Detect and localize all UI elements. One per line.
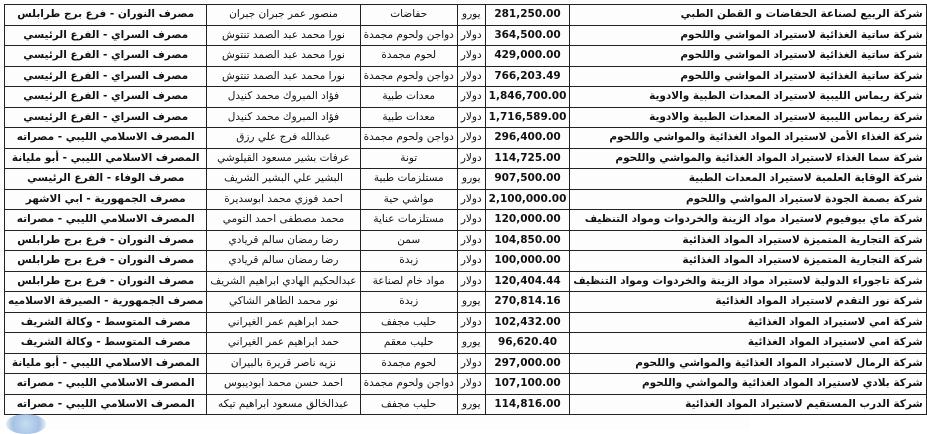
goods-cell: معدات طبية [360, 107, 457, 128]
amount-cell: 107,100.00 [485, 374, 570, 395]
amount-cell: 1,846,700.00 [485, 87, 570, 108]
amount-cell: 100,000.00 [485, 251, 570, 272]
owner-cell: احمد فوزي محمد ابوسديرة [207, 189, 360, 210]
company-cell: شركة بلادي لاستيراد المواد الغذائية والمواشي واللحوم [570, 374, 926, 395]
company-cell: شركة التجارية المتميزة لاستيراد المواد الغذائية [570, 230, 926, 251]
table-row [5, 374, 927, 395]
bank-cell: مصرف المتوسط - وكالة الشريف [5, 333, 207, 354]
company-cell: شركة ساتية الغذائية لاستيراد المواشي واللحوم [570, 66, 926, 87]
goods-cell: دواجن ولحوم مجمدة [360, 128, 457, 149]
bank-cell: المصرف الاسلامي الليبي - مصراته [5, 374, 207, 395]
currency-cell: دولار [457, 107, 485, 128]
table-row [5, 333, 927, 354]
currency-cell: يورو [457, 169, 485, 190]
bank-cell: مصرف السراي - الفرع الرئيسي [5, 25, 207, 46]
owner-cell: نورا محمد عبد الصمد تنتوش [207, 46, 360, 67]
goods-cell: دواجن ولحوم مجمدة [360, 66, 457, 87]
bank-cell: مصرف الجمهورية - ابي الاشهر [5, 189, 207, 210]
goods-cell: دواجن ولحوم مجمدة [360, 25, 457, 46]
company-cell: شركة ماي بيوفيوم لاستيراد مواد الزينة والخردوات ومواد التنظيف [570, 210, 926, 231]
currency-cell: يورو [457, 5, 485, 26]
amount-cell: 296,400.00 [485, 128, 570, 149]
goods-cell: مواد خام لصناعة [360, 271, 457, 292]
amount-cell: 281,250.00 [485, 5, 570, 26]
company-cell: شركة نور التقدم لاستيراد المواد الغذائية [570, 292, 926, 313]
goods-cell: مستلزمات عناية [360, 210, 457, 231]
company-cell: شركة الوقاية العلمية لاستيراد المعدات الطبية [570, 169, 926, 190]
owner-cell: حمد ابراهيم عمر الغيراني [207, 312, 360, 333]
company-cell: شركة تاجوراء الدولية لاستيراد مواد الزينة والخردوات ومواد التنظيف [570, 271, 926, 292]
table-row [5, 394, 927, 415]
bank-cell: المصرف الاسلامي الليبي - أبو مليانة [5, 148, 207, 169]
currency-cell: دولار [457, 66, 485, 87]
goods-cell: حليب معقم [360, 333, 457, 354]
bank-cell: مصرف الجمهورية - الصيرفة الاسلاميه [5, 292, 207, 313]
company-cell: شركة امي لاستيراد المواد الغذائية [570, 333, 926, 354]
owner-cell: حمد ابراهيم عمر الغيراني [207, 333, 360, 354]
currency-cell: دولار [457, 230, 485, 251]
goods-cell: معدات طبية [360, 87, 457, 108]
company-cell: شركة سما الغذاء لاستيراد المواد الغذائية والمواشي واللحوم [570, 148, 926, 169]
owner-cell: عبدالحكيم الهادي ابراهيم الشريف [207, 271, 360, 292]
amount-cell: 429,000.00 [485, 46, 570, 67]
currency-cell: يورو [457, 333, 485, 354]
table-row [5, 271, 927, 292]
table-body [5, 5, 927, 415]
bank-cell: مصرف السراي - الفرع الرئيسي [5, 46, 207, 67]
goods-cell: لحوم مجمدة [360, 46, 457, 67]
bank-cell: المصرف الاسلامي الليبي - مصراته [5, 128, 207, 149]
table-row [5, 46, 927, 67]
goods-cell: دواجن ولحوم مجمدة [360, 374, 457, 395]
goods-cell: مستلزمات طبية [360, 169, 457, 190]
currency-cell: يورو [457, 292, 485, 313]
company-cell: شركة ريماس الليبية لاستيراد المعدات الطبية والادوية [570, 87, 926, 108]
owner-cell: رضا رمضان سالم قريادي [207, 230, 360, 251]
owner-cell: فؤاد المبروك محمد كنيدل [207, 87, 360, 108]
goods-cell: تونة [360, 148, 457, 169]
company-cell: شركة امي لاستيراد المواد الغذائية [570, 312, 926, 333]
table-row [5, 251, 927, 272]
owner-cell: نزيه ناصر قريرة بالبيران [207, 353, 360, 374]
company-cell: شركة الدرب المستقيم لاستيراد المواد الغذائية [570, 394, 926, 415]
company-cell: شركة التجارية المتميزة لاستيراد المواد الغذائية [570, 251, 926, 272]
owner-cell: عبدالخالق مسعود ابراهيم تيكه [207, 394, 360, 415]
currency-cell: دولار [457, 25, 485, 46]
currency-cell: دولار [457, 87, 485, 108]
company-cell: شركة الرمال لاستيراد المواد الغذائية والمواشي واللحوم [570, 353, 926, 374]
table-row [5, 66, 927, 87]
goods-cell: حليب مجفف [360, 312, 457, 333]
owner-cell: نور محمد الطاهر الشاكي [207, 292, 360, 313]
company-cell: شركة ريماس الليبية لاستيراد المعدات الطبية والادوية [570, 107, 926, 128]
stamp-seal [6, 414, 46, 434]
owner-cell: منصور عمر جبران جبران [207, 5, 360, 26]
currency-cell: دولار [457, 353, 485, 374]
owner-cell: عرفات بشير مسعود القيلوشي [207, 148, 360, 169]
table-row [5, 128, 927, 149]
owner-cell: احمد حسن محمد ابوديبوس [207, 374, 360, 395]
company-cell: شركة ساتية الغذائية لاستيراد المواشي واللحوم [570, 46, 926, 67]
table-row [5, 5, 927, 26]
amount-cell: 297,000.00 [485, 353, 570, 374]
company-cell: شركة بصمة الجودة لاستيراد المواشي واللحوم [570, 189, 926, 210]
currency-cell: دولار [457, 251, 485, 272]
goods-cell: زبدة [360, 292, 457, 313]
currency-cell: دولار [457, 128, 485, 149]
owner-cell: نورا محمد عبد الصمد تنتوش [207, 66, 360, 87]
bank-cell: مصرف السراي - الفرع الرئيسي [5, 107, 207, 128]
companies-table [4, 4, 927, 415]
bank-cell: المصرف الاسلامي الليبي - مصراته [5, 394, 207, 415]
goods-cell: حليب مجفف [360, 394, 457, 415]
bank-cell: المصرف الاسلامي الليبي - أبو مليانة [5, 353, 207, 374]
amount-cell: 102,432.00 [485, 312, 570, 333]
currency-cell: دولار [457, 210, 485, 231]
bank-cell: مصرف النوران - فرع برج طرابلس [5, 230, 207, 251]
table-row [5, 353, 927, 374]
goods-cell: لحوم مجمدة [360, 353, 457, 374]
owner-cell: نورا محمد عبد الصمد تنتوش [207, 25, 360, 46]
currency-cell: يورو [457, 394, 485, 415]
table-row [5, 148, 927, 169]
amount-cell: 96,620.40 [485, 333, 570, 354]
owner-cell: فؤاد المبروك محمد كنيدل [207, 107, 360, 128]
table-row [5, 107, 927, 128]
owner-cell: رضا رمضان سالم قريادي [207, 251, 360, 272]
owner-cell: البشير علي البشير الشريف [207, 169, 360, 190]
amount-cell: 114,725.00 [485, 148, 570, 169]
table-row [5, 210, 927, 231]
goods-cell: زبدة [360, 251, 457, 272]
bank-cell: مصرف النوران - فرع برج طرابلس [5, 5, 207, 26]
currency-cell: دولار [457, 312, 485, 333]
table-row [5, 25, 927, 46]
amount-cell: 907,500.00 [485, 169, 570, 190]
bank-cell: مصرف المتوسط - وكالة الشريف [5, 312, 207, 333]
owner-cell: عبدالله فرج علي رزق [207, 128, 360, 149]
amount-cell: 1,716,589.00 [485, 107, 570, 128]
amount-cell: 120,404.44 [485, 271, 570, 292]
amount-cell: 766,203.49 [485, 66, 570, 87]
currency-cell: دولار [457, 46, 485, 67]
bank-cell: مصرف السراي - الفرع الرئيسي [5, 66, 207, 87]
goods-cell: حفاضات [360, 5, 457, 26]
amount-cell: 104,850.00 [485, 230, 570, 251]
table-row [5, 189, 927, 210]
amount-cell: 120,000.00 [485, 210, 570, 231]
table-row [5, 312, 927, 333]
amount-cell: 364,500.00 [485, 25, 570, 46]
company-cell: شركة ساتية الغذائية لاستيراد المواشي واللحوم [570, 25, 926, 46]
currency-cell: دولار [457, 271, 485, 292]
table-row [5, 87, 927, 108]
currency-cell: دولار [457, 374, 485, 395]
bank-cell: مصرف الوفاء - الفرع الرئيسي [5, 169, 207, 190]
amount-cell: 114,816.00 [485, 394, 570, 415]
amount-cell: 270,814.16 [485, 292, 570, 313]
goods-cell: مواشي حية [360, 189, 457, 210]
currency-cell: دولار [457, 148, 485, 169]
table-row [5, 230, 927, 251]
owner-cell: محمد مصطفى احمد التومي [207, 210, 360, 231]
goods-cell: سمن [360, 230, 457, 251]
bank-cell: المصرف الاسلامي الليبي - مصراته [5, 210, 207, 231]
currency-cell: دولار [457, 189, 485, 210]
table-row [5, 169, 927, 190]
amount-cell: 2,100,000.00 [485, 189, 570, 210]
bank-cell: مصرف النوران - فرع برج طرابلس [5, 271, 207, 292]
bank-cell: مصرف النوران - فرع برج طرابلس [5, 251, 207, 272]
company-cell: شركة الربيع لصناعة الحفاضات و القطن الطبي [570, 5, 926, 26]
table-row [5, 292, 927, 313]
bank-cell: مصرف السراي - الفرع الرئيسي [5, 87, 207, 108]
company-cell: شركة الغذاء الأمن لاستيراد المواد الغذائية والمواشي واللحوم [570, 128, 926, 149]
